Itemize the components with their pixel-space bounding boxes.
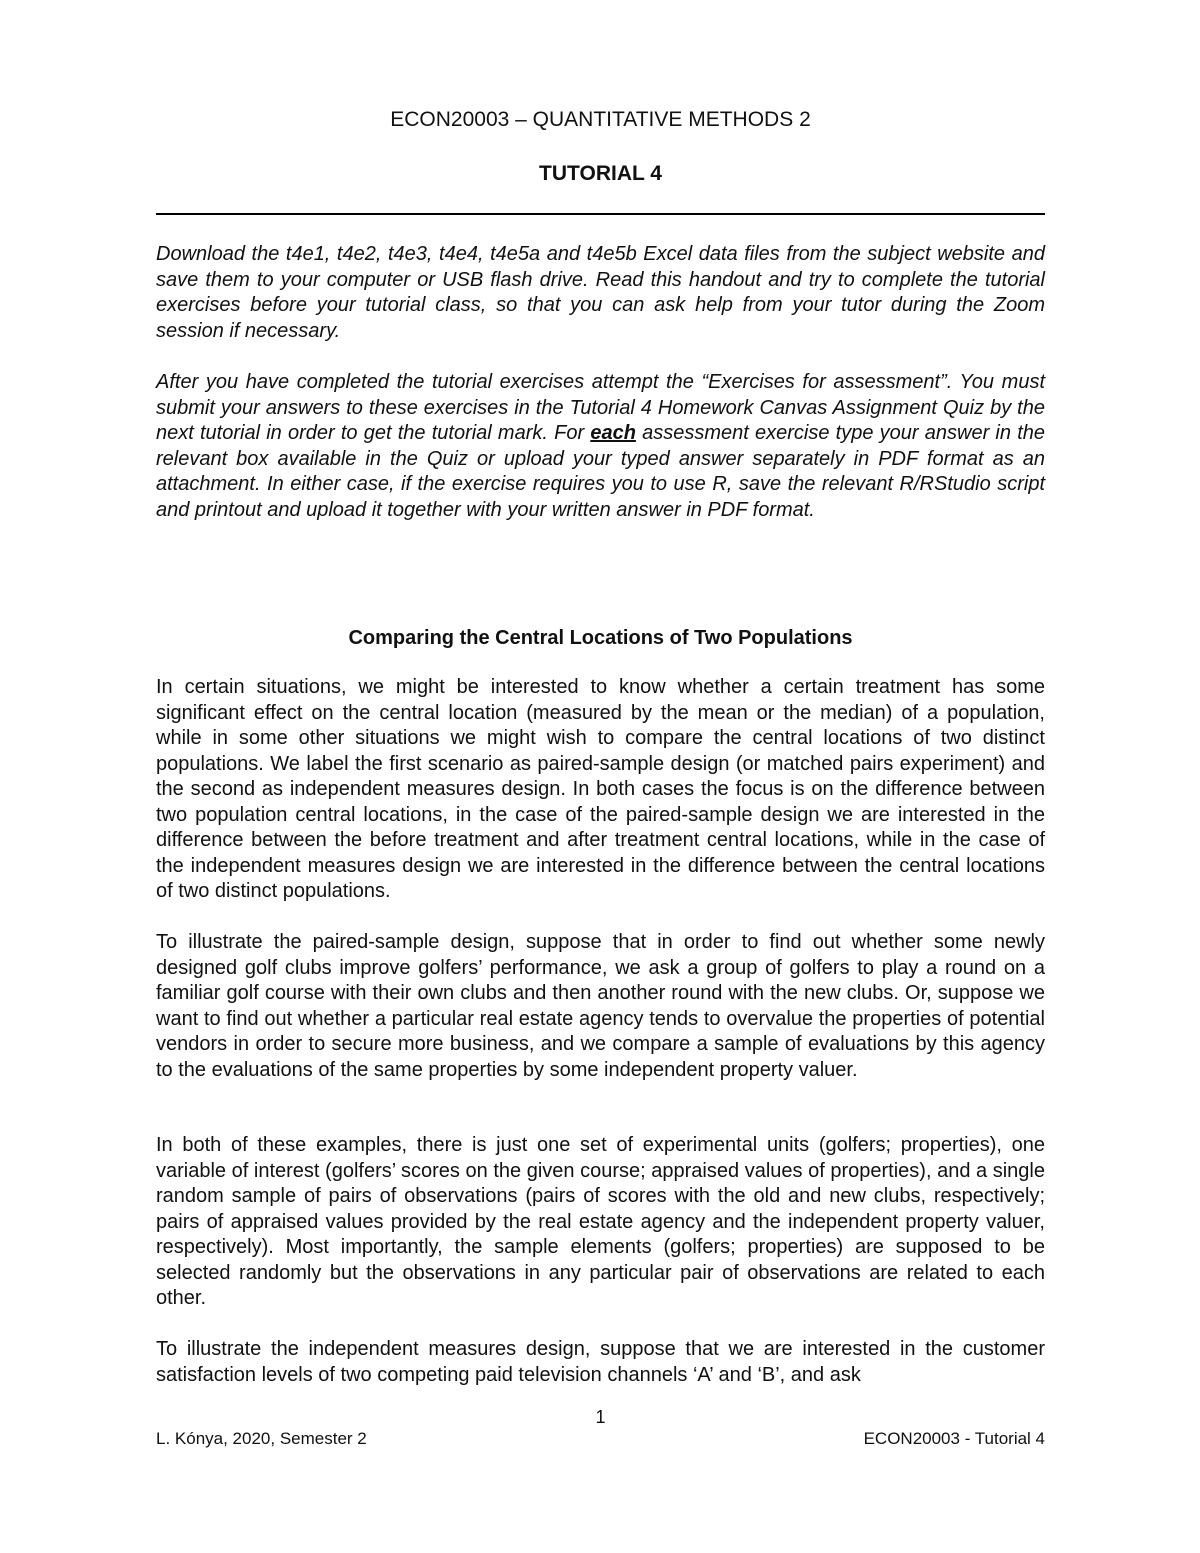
- body-paragraph-3: In both of these examples, there is just one set of experimental units (golfers; properties), one variable of interest (golfers’ scores on the given course; appraised values of properties), and a single random sample of pairs of observations (pairs of scores with the old and new clubs, respectively; pairs of appraised values provided by the real estate agency and the independent property valuer, respectively). Most importantly, the sample elements (golfers; properties) are supposed to be selected randomly but the observations in any particular pair of observations are related to each other.: [156, 1134, 1045, 1309]
- section-heading: Comparing the Central Locations of Two Populations: [348, 627, 853, 649]
- intro-text-after: assessment exercise type your answer in the relevant box available in the Quiz or upload your typed answer separately in PDF format as an attachment. In either case, if the exercise requires you to use R, save the relevant R/RStudio script and printout and upload it together with your written answer in PDF format.: [156, 422, 1045, 521]
- document-page: [156, 0, 1045, 1553]
- course-title: ECON20003 – QUANTITATIVE METHODS 2: [390, 108, 811, 131]
- tutorial-title: TUTORIAL 4: [539, 162, 662, 185]
- intro-paragraph-assessment: [156, 370, 1045, 523]
- footer-course: ECON20003 - Tutorial 4: [863, 1429, 1045, 1448]
- body-paragraph-1: In certain situations, we might be interested to know whether a certain treatment has some significant effect on the central location (measured by the mean or the median) of a population, while in some other situations we might wish to compare the central locations of two distinct populations. We label the first scenario as paired-sample design (or matched pairs experiment) and the second as independent measures design. In both cases the focus is on the difference between two population central locations, in the case of the paired-sample design we are interested in the difference between the before treatment and after treatment central locations, while in the case of the independent measures design we are interested in the difference between the central locations of two distinct populations.: [156, 676, 1045, 902]
- body-paragraph-2: To illustrate the paired-sample design, suppose that in order to find out whether some newly designed golf clubs improve golfers’ performance, we ask a group of golfers to play a round on a familiar golf course with their own clubs and then another round with the new clubs. Or, suppose we want to find out whether a particular real estate agency tends to overvalue the properties of potential vendors in order to secure more business, and we compare a sample of evaluations by this agency to the evaluations of the same properties by some independent property valuer.: [156, 931, 1045, 1081]
- body-paragraph-4: To illustrate the independent measures design, suppose that we are interested in the customer satisfaction levels of two competing paid television channels ‘A’ and ‘B’, and ask: [156, 1338, 1045, 1386]
- intro-paragraph-download: Download the t4e1, t4e2, t4e3, t4e4, t4e5a and t4e5b Excel data files from the subject website and save them to your computer or USB flash drive. Read this handout and try to complete the tutorial exercises before your tutorial class, so that you can ask help from your tutor during the Zoom session if necessary.: [156, 243, 1045, 342]
- page-number: 1: [595, 1407, 606, 1427]
- header-divider: [156, 213, 1045, 215]
- intro-text-before: After you have completed the tutorial exercises attempt the “Exercises for assessment”. You must submit your answers to these exercises in the Tutorial 4 Homework Canvas Assignment Quiz by the next tutorial in order to get the tutorial mark. For: [156, 371, 1045, 444]
- emphasis-each: each: [590, 422, 636, 444]
- footer-author: L. Kónya, 2020, Semester 2: [156, 1429, 367, 1448]
